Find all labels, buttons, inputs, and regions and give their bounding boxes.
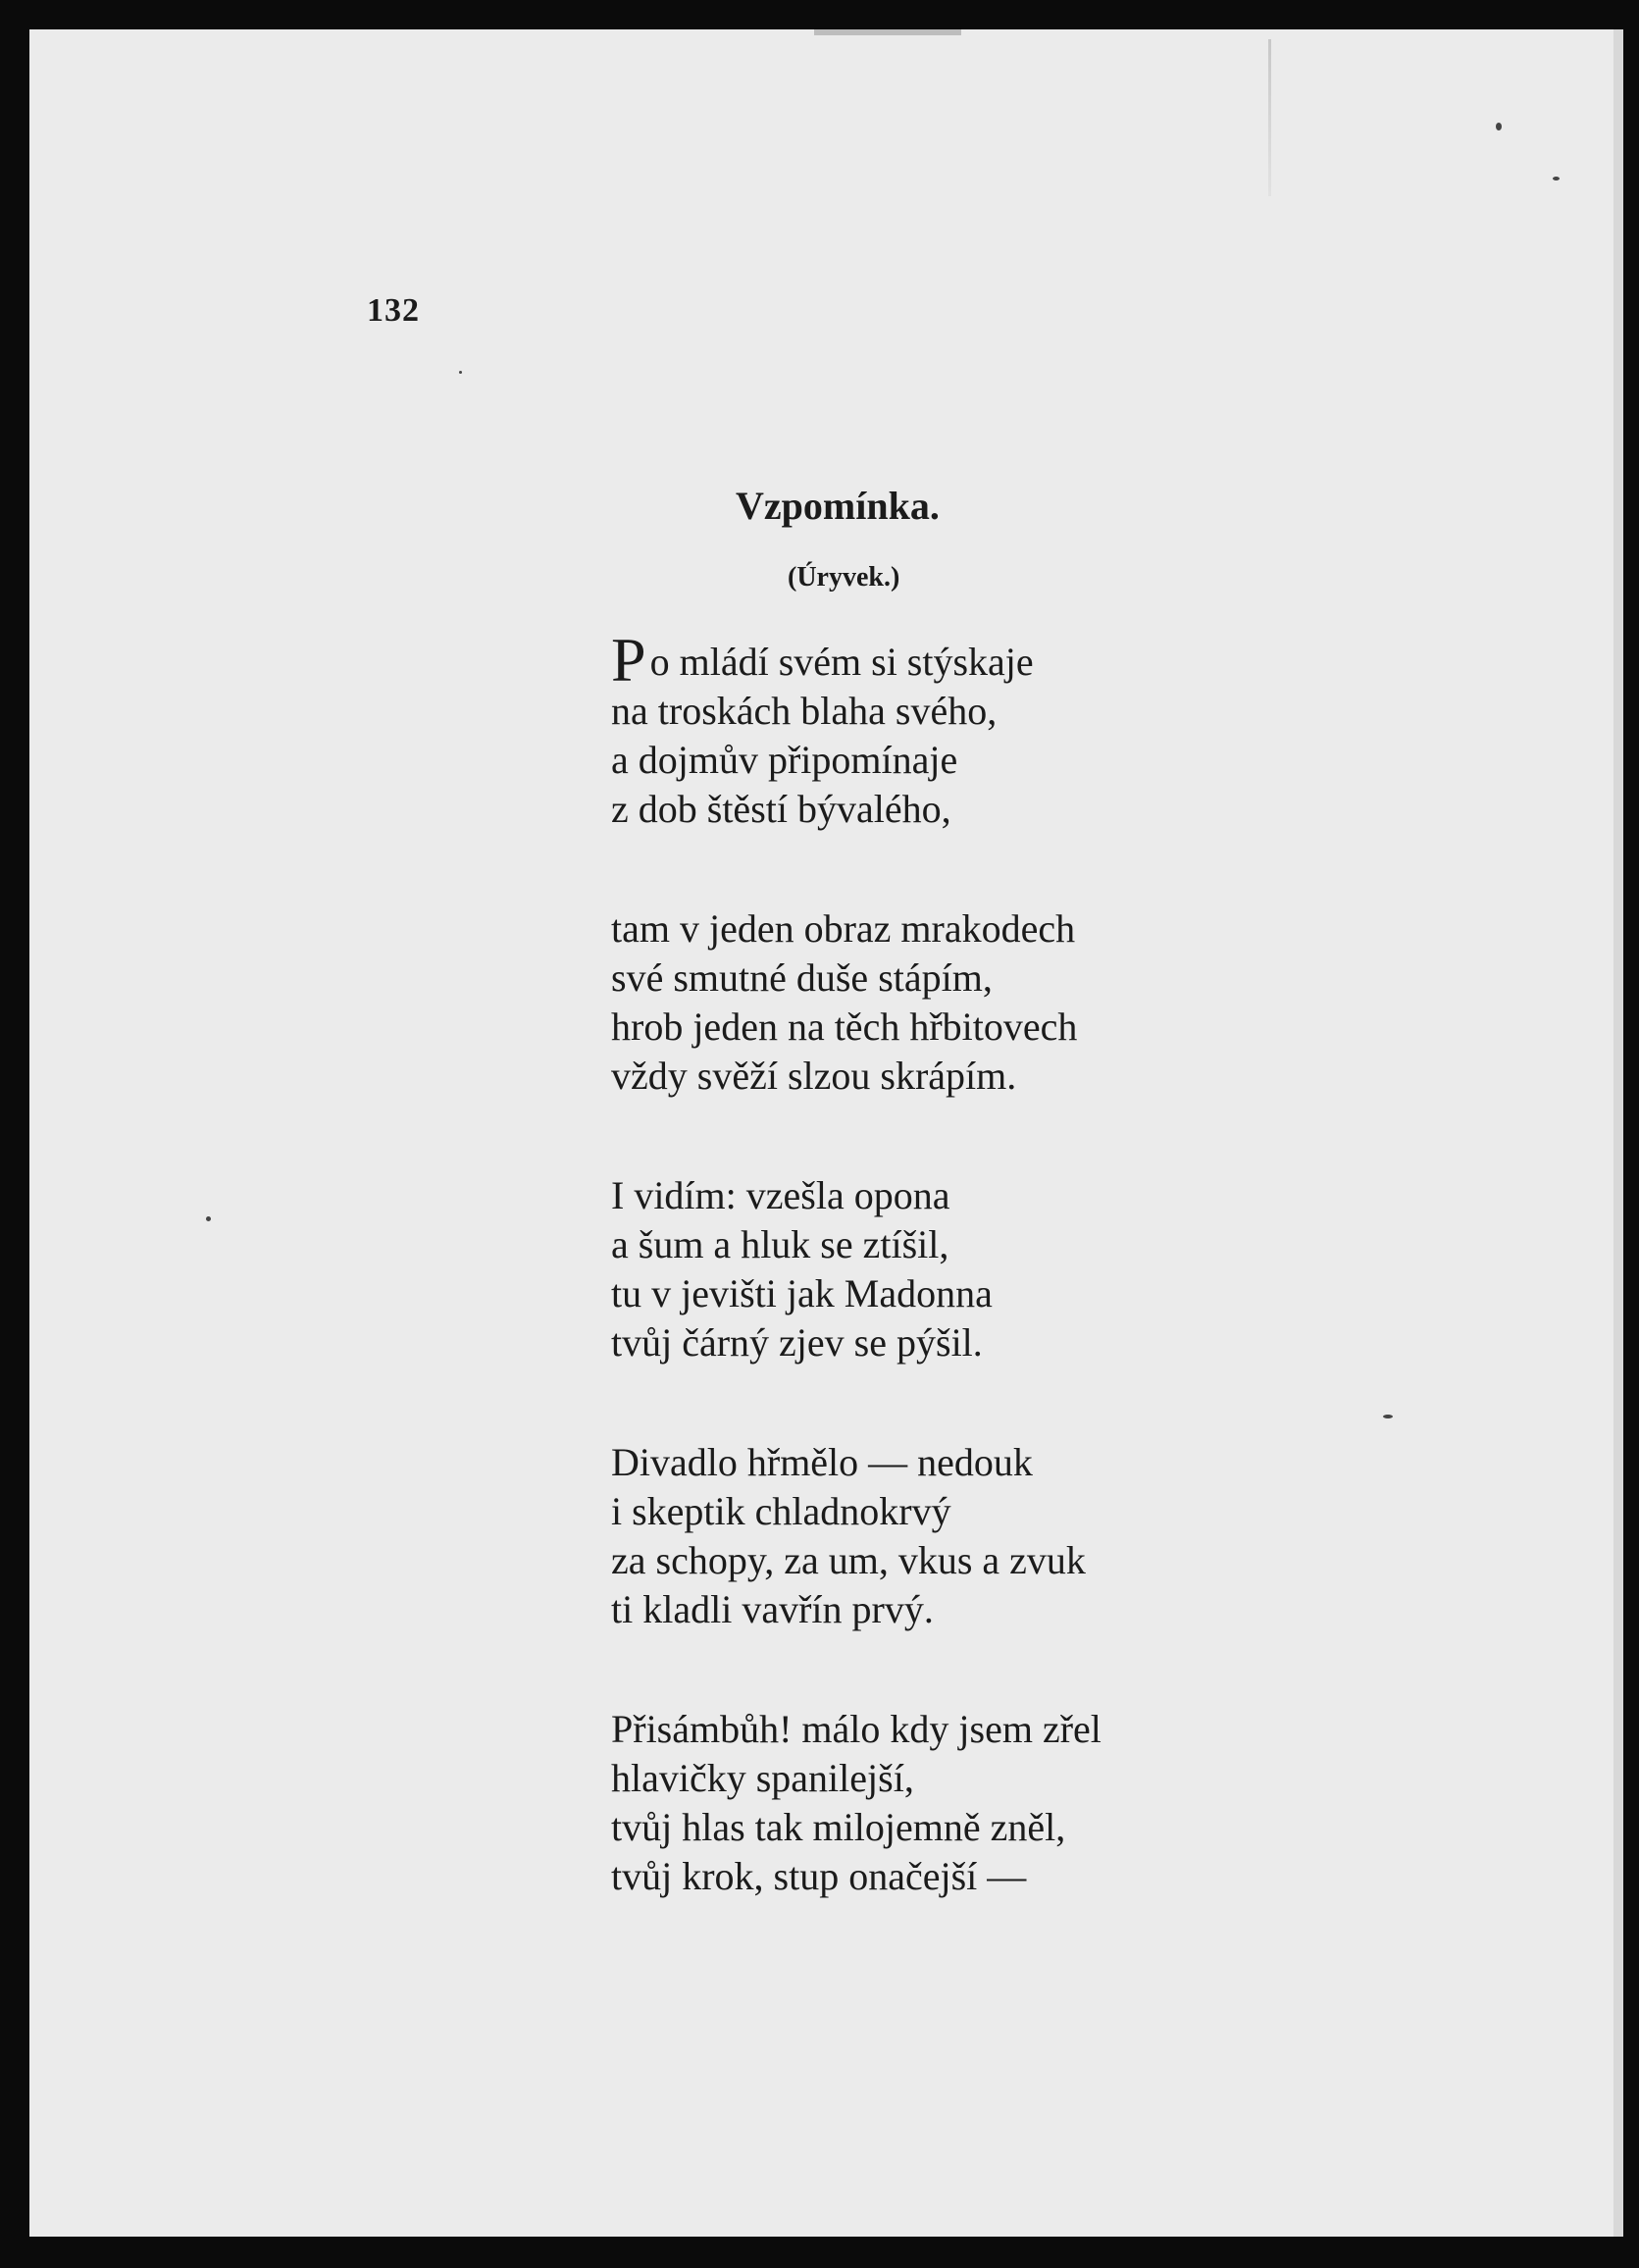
- drop-capital: P: [611, 625, 646, 695]
- poem-line: za schopy, za um, vkus a zvuk: [611, 1538, 1086, 1582]
- first-line-text: o mládí svém si stýskaje: [649, 640, 1034, 684]
- poem-line: tvůj čárný zjev se pýšil.: [611, 1320, 983, 1365]
- poem-line: i skeptik chladnokrvý: [611, 1489, 951, 1533]
- poem-line: ti kladli vavřín prvý.: [611, 1587, 934, 1631]
- poem-line: z dob štěstí bývalého,: [611, 787, 951, 831]
- page-number: 132: [367, 292, 420, 329]
- poem-line: I vidím: vzešla opona: [611, 1173, 950, 1217]
- poem-line: Přisámbůh! málo kdy jsem zřel: [611, 1707, 1101, 1751]
- stanza: [611, 1705, 1445, 1901]
- poem-line: Divadlo hřmělo — nedouk: [611, 1440, 1033, 1484]
- poem-line: své smutné duše stápím,: [611, 955, 993, 1000]
- scan-speck: [459, 371, 462, 374]
- scan-smudge: [814, 29, 961, 35]
- book-page: [29, 29, 1613, 2237]
- scan-speck: [206, 1216, 211, 1221]
- scan-speck: [1553, 177, 1560, 180]
- poem-line: vždy svěží slzou skrápím.: [611, 1054, 1017, 1098]
- poem-line: tam v jeden obraz mrakodech: [611, 906, 1076, 951]
- poem-line: tu v jevišti jak Madonna: [611, 1271, 993, 1315]
- scan-edge: [1613, 29, 1623, 2237]
- stanza: [611, 1171, 1445, 1367]
- poem-line: a dojmův připomínaje: [611, 738, 958, 782]
- poem-line: na troskách blaha svého,: [611, 689, 998, 733]
- poem-line: tvůj hlas tak milojemně zněl,: [611, 1805, 1066, 1849]
- stanza: [611, 904, 1445, 1101]
- poem-title: Vzpomínka.: [736, 484, 940, 528]
- stanza: [611, 1438, 1445, 1634]
- poem-line: hlavičky spanilejší,: [611, 1756, 914, 1800]
- poem-line-first: [611, 625, 1445, 695]
- poem-body: [611, 625, 1445, 1972]
- stanza: [611, 625, 1445, 834]
- scan-gutter-mark: [1268, 39, 1271, 196]
- scan-speck: [1496, 123, 1502, 130]
- poem-line: tvůj krok, stup onačejší —: [611, 1854, 1027, 1898]
- poem-subtitle: (Úryvek.): [788, 562, 900, 593]
- poem-line: hrob jeden na těch hřbitovech: [611, 1005, 1078, 1049]
- poem-line: a šum a hluk se ztíšil,: [611, 1222, 949, 1266]
